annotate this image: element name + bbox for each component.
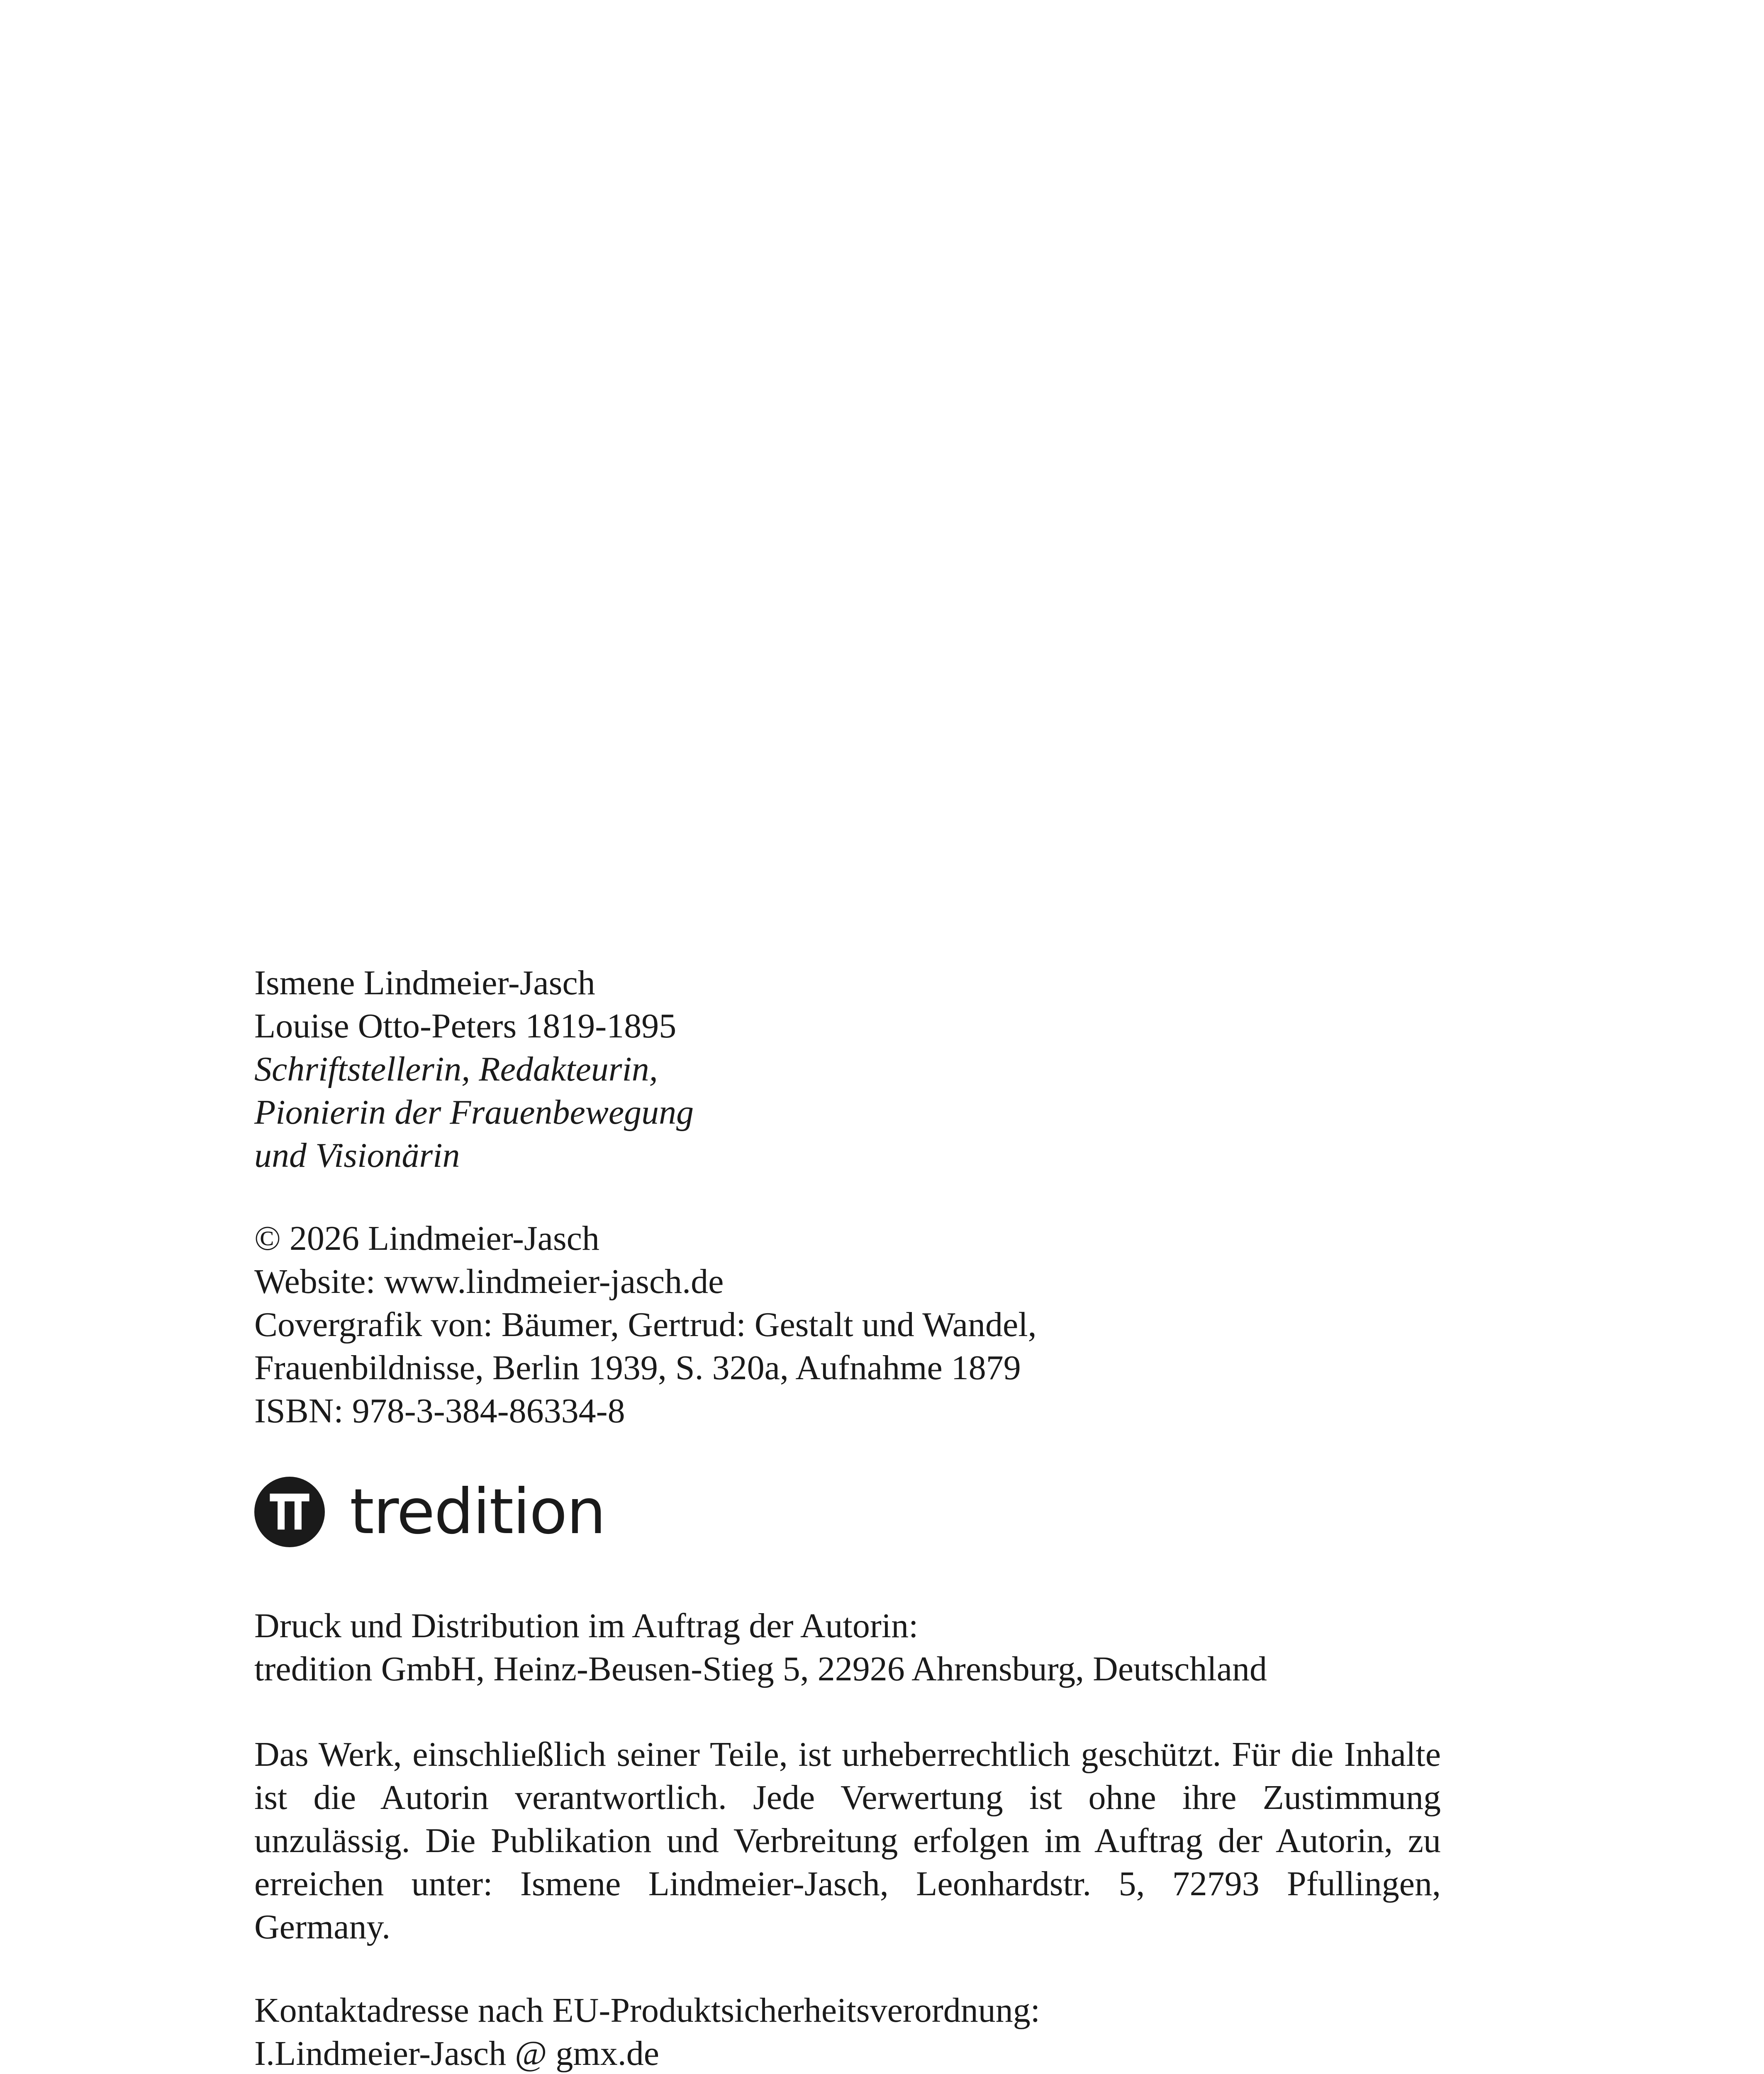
title-block [254, 962, 1441, 1177]
copyright-notice: © 2026 Lindmeier-Jasch [254, 1219, 599, 1258]
subtitle-line: Schriftstellerin, Redakteurin, [254, 1050, 658, 1088]
publisher-logo [254, 1477, 605, 1547]
contact-heading: Kontaktadresse nach EU-Produktsicherheitsverordnung: [254, 1991, 1040, 2030]
rights-paragraph: Das Werk, einschließlich seiner Teile, ist urheberrechtlich geschützt. Für die Inhalte ist die Autorin verantwortlich. Jede Verwertung ist ohne ihre Zustimmung unzulässig. Die Publikation und Verbreitung erfolgen im Auftrag der Autorin, zu erreichen unter: Ismene Lindmeier-Jasch, Leonhardstr. 5, 72793 Pfullingen, Germany. [254, 1735, 1441, 1946]
publisher-wordmark: tredition [350, 1476, 605, 1548]
website-line: Website: www.lindmeier-jasch.de [254, 1262, 724, 1301]
contact-block [254, 1989, 1441, 2074]
subtitle-line: Pionierin der Frauenbewegung [254, 1093, 694, 1132]
isbn-line: ISBN: 978-3-384-86334-8 [254, 1392, 625, 1430]
print-line: Druck und Distribution im Auftrag der Autorin: [254, 1607, 919, 1645]
copyright-block [254, 1217, 1441, 1433]
subtitle-line: und Visionärin [254, 1136, 460, 1175]
print-distribution-block [254, 1604, 1441, 1691]
cover-credit-line: Frauenbildnisse, Berlin 1939, S. 320a, Aufnahme 1879 [254, 1349, 1021, 1387]
cover-credit-line: Covergrafik von: Bäumer, Gertrud: Gestalt und Wandel, [254, 1305, 1037, 1344]
publisher-address-line: tredition GmbH, Heinz-Beusen-Stieg 5, 22926 Ahrensburg, Deutschland [254, 1650, 1267, 1688]
tredition-logo-icon [254, 1477, 325, 1547]
author-name: Ismene Lindmeier-Jasch [254, 964, 595, 1002]
contact-email: I.Lindmeier-Jasch @ gmx.de [254, 2034, 660, 2073]
book-title: Louise Otto-Peters 1819-1895 [254, 1007, 677, 1045]
